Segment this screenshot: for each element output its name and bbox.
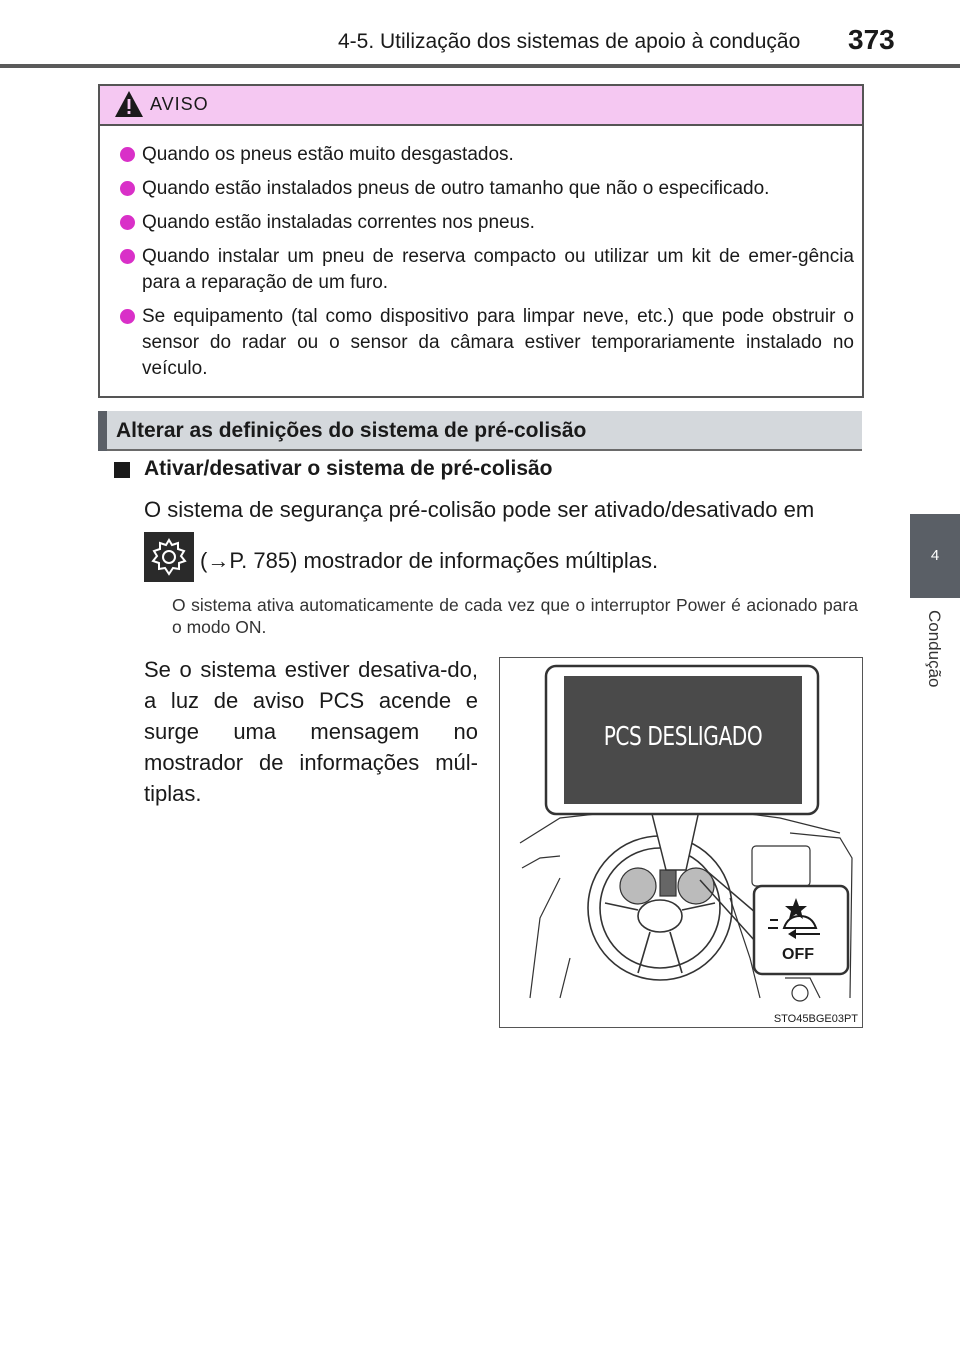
paragraph-intro: O sistema de segurança pré-colisão pode ser ativado/desativado em	[144, 497, 815, 522]
header-section-title: 4-5. Utilização dos sistemas de apoio à condução	[338, 30, 801, 53]
warning-item: Quando os pneus estão muito desgastados.	[116, 142, 854, 168]
off-button-label: OFF	[782, 946, 814, 963]
bullet-icon	[120, 215, 135, 230]
section-bar	[98, 411, 862, 451]
bullet-icon	[120, 147, 135, 162]
section-title: Alterar as definições do sistema de pré-colisão	[116, 419, 587, 442]
figure-illustration	[499, 657, 863, 1028]
bullet-icon	[120, 309, 135, 324]
warning-triangle-icon	[114, 90, 144, 118]
dashboard-illustration	[500, 658, 862, 1027]
bullet-icon	[120, 181, 135, 196]
warning-list	[100, 126, 862, 382]
warning-box	[98, 84, 864, 398]
bullet-icon	[120, 249, 135, 264]
header-rule	[0, 64, 960, 68]
warning-item: Se equipamento (tal como dispositivo para limpar neve, etc.) que pode obstruir o sensor do radar ou o sensor da câmara estiver temporariamente instalado no veículo.	[116, 304, 854, 382]
settings-gear-icon	[144, 532, 194, 582]
chapter-name: Condução	[925, 610, 944, 688]
warning-title: AVISO	[150, 94, 209, 114]
warning-item: Quando estão instalados pneus de outro tamanho que não o especificado.	[116, 176, 854, 202]
display-message: PCS DESLIGADO	[603, 722, 763, 752]
warning-header	[100, 86, 862, 126]
warning-item: Quando estão instaladas correntes nos pneus.	[116, 210, 854, 236]
chapter-tab: 4	[910, 514, 960, 598]
paragraph-intro-continued: (→P. 785) mostrador de informações múltiplas.	[200, 548, 659, 573]
subheading: Ativar/desativar o sistema de pré-colisão	[144, 457, 553, 480]
page-number: 373	[848, 24, 895, 55]
note-text: O sistema ativa automaticamente de cada vez que o interruptor Power é acionado para o modo ON.	[172, 595, 858, 637]
subheading-square-icon	[114, 462, 130, 478]
figure-code: STO45BGE03PT	[773, 1013, 858, 1025]
paragraph-warning-light: Se o sistema estiver desativa-do, a luz de aviso PCS acende e surge uma mensagem no mostrador de informações múl-tiplas.	[144, 657, 478, 806]
warning-item: Quando instalar um pneu de reserva compacto ou utilizar um kit de emer-gência para a reparação de um furo.	[116, 244, 854, 296]
